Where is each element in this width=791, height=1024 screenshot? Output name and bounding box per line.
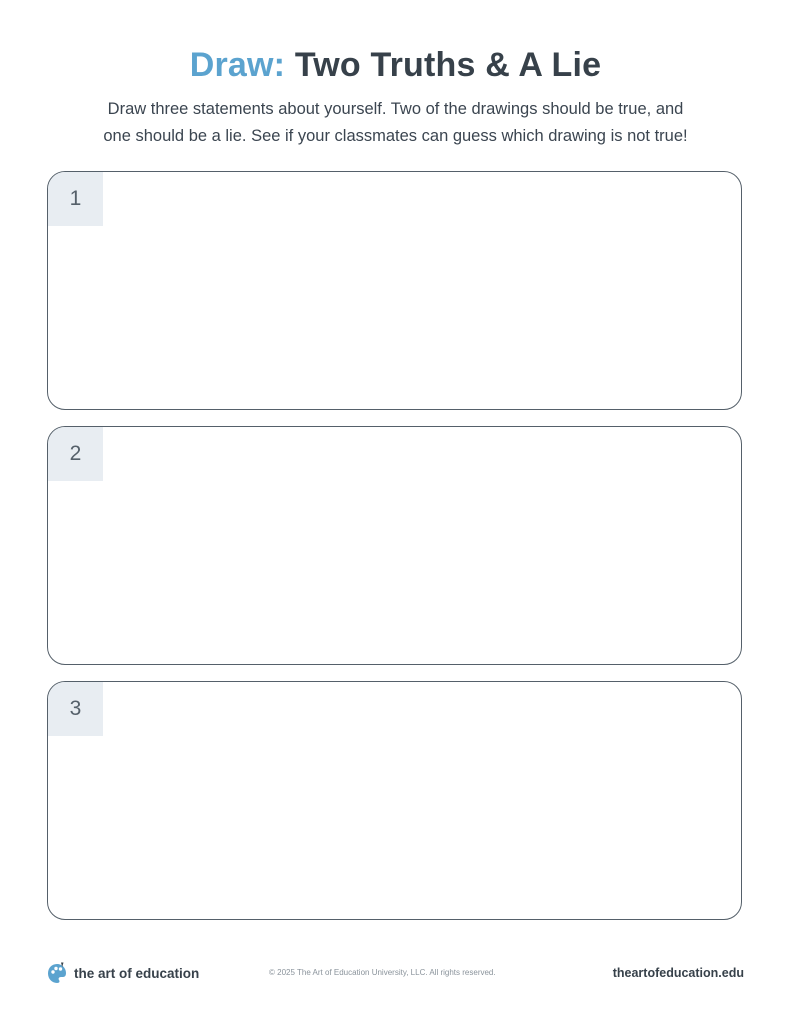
panel-number: 3 bbox=[48, 682, 103, 736]
panel-number: 1 bbox=[48, 172, 103, 226]
copyright: © 2025 The Art of Education University, LLC. All rights reserved. bbox=[269, 968, 496, 977]
palette-icon bbox=[47, 962, 67, 984]
logo bbox=[47, 961, 199, 985]
instructions-line-2: one should be a lie. See if your classmates can guess which drawing is not true! bbox=[103, 127, 688, 145]
panel-number: 2 bbox=[48, 427, 103, 481]
instructions bbox=[30, 96, 761, 150]
instructions-line-1: Draw three statements about yourself. Two of the drawings should be true, and bbox=[107, 100, 684, 118]
drawing-box-3[interactable] bbox=[47, 681, 742, 920]
drawing-box-2[interactable] bbox=[47, 426, 742, 665]
title-main: Two Truths & A Lie bbox=[294, 46, 602, 84]
logo-text: the art of education bbox=[74, 965, 200, 981]
website-link[interactable]: theartofeducation.edu bbox=[612, 966, 744, 980]
footer bbox=[47, 961, 744, 985]
page-title bbox=[0, 42, 791, 88]
title-accent: Draw: bbox=[189, 46, 286, 84]
drawing-box-1[interactable] bbox=[47, 171, 742, 410]
